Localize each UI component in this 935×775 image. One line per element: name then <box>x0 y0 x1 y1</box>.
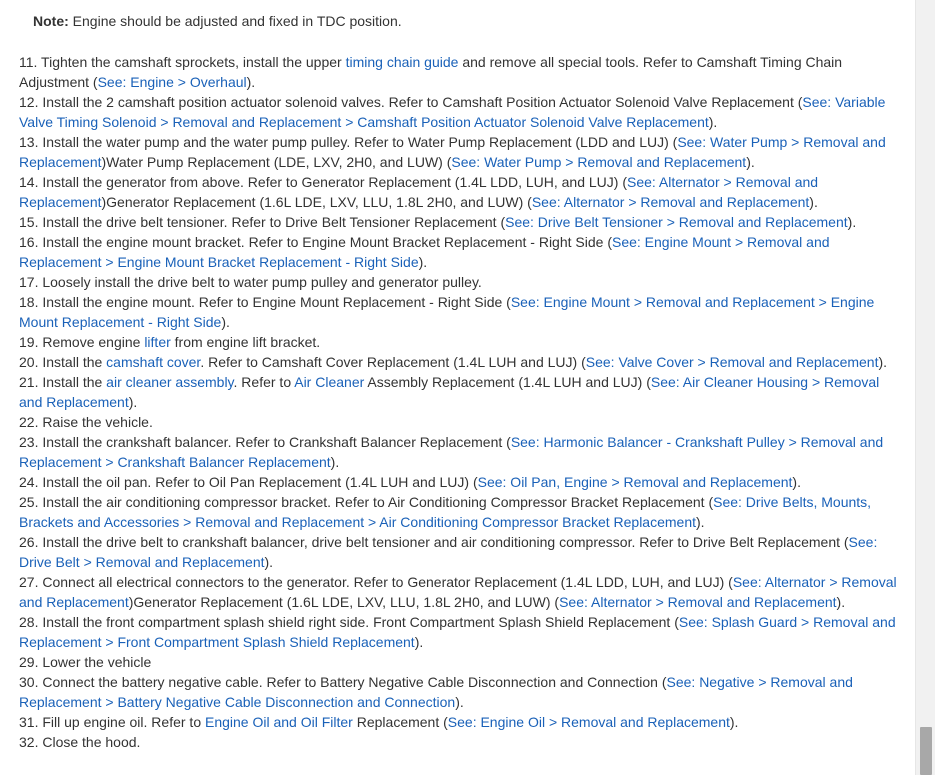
reference-link[interactable]: See: Harmonic Balancer - Crankshaft Pulley > Removal and Replacement > Crankshaft Balancer Replacement <box>19 434 884 470</box>
step-text: ). <box>878 354 888 370</box>
reference-link[interactable]: See: Water Pump > Removal and Replacement <box>451 154 747 170</box>
step-text: ). <box>330 454 340 470</box>
step-text: . Refer to Camshaft Cover Replacement (1.4L LUH and LUJ) ( <box>200 354 586 370</box>
procedure-step <box>19 492 899 532</box>
step-text: 16. Install the engine mount bracket. Refer to Engine Mount Bracket Replacement - Right Side ( <box>19 234 612 250</box>
reference-link[interactable]: air cleaner assembly <box>106 374 234 390</box>
note <box>33 11 402 31</box>
reference-link[interactable]: See: Engine Mount > Removal and Replacement > Engine Mount Replacement - Right Side <box>19 294 875 330</box>
vertical-scrollbar[interactable] <box>915 0 935 775</box>
reference-link[interactable]: Air Cleaner <box>294 374 365 390</box>
note-text: Engine should be adjusted and fixed in TDC position. <box>68 13 402 29</box>
reference-link[interactable]: See: Alternator > Removal and Replacement <box>531 194 810 210</box>
reference-link[interactable]: See: Engine Oil > Removal and Replacement <box>447 714 730 730</box>
procedure-step <box>19 272 899 292</box>
step-text: ). <box>128 394 138 410</box>
procedure-step <box>19 712 899 732</box>
step-text: 32. Close the hood. <box>19 734 141 750</box>
step-text: 15. Install the drive belt tensioner. Refer to Drive Belt Tensioner Replacement ( <box>19 214 506 230</box>
step-text: ). <box>264 554 274 570</box>
procedure-step <box>19 92 899 132</box>
note-label: Note: <box>33 13 69 29</box>
procedure-step <box>19 472 899 492</box>
procedure-step <box>19 732 899 752</box>
procedure-steps <box>19 52 899 752</box>
step-text: ). <box>729 714 739 730</box>
reference-link[interactable]: See: Negative > Removal and Replacement > Battery Negative Cable Disconnection and Connection <box>19 674 853 710</box>
step-text: ). <box>836 594 846 610</box>
procedure-step <box>19 432 899 472</box>
step-text: and remove all special tools. Refer to Camshaft Timing Chain Adjustment ( <box>19 54 843 90</box>
reference-link[interactable]: See: Drive Belts, Mounts, Brackets and Accessories > Removal and Replacement > Air Conditioning Compressor Bracket Replacement <box>19 494 872 530</box>
procedure-step <box>19 352 899 372</box>
procedure-step <box>19 532 899 572</box>
procedure-step <box>19 172 899 212</box>
reference-link[interactable]: See: Water Pump > Removal and Replacement <box>19 134 886 170</box>
reference-link[interactable]: timing chain guide <box>345 54 459 70</box>
step-text: 12. Install the 2 camshaft position actuator solenoid valves. Refer to Camshaft Position Actuator Solenoid Valve Replacement ( <box>19 94 803 110</box>
reference-link[interactable]: See: Drive Belt > Removal and Replacement <box>19 534 878 570</box>
reference-link[interactable]: See: Oil Pan, Engine > Removal and Replacement <box>477 474 793 490</box>
step-text: ). <box>246 74 256 90</box>
procedure-step <box>19 212 899 232</box>
step-text: 14. Install the generator from above. Refer to Generator Replacement (1.4L LDD, LUH, and LUJ) ( <box>19 174 628 190</box>
step-text: 27. Connect all electrical connectors to the generator. Refer to Generator Replacement (1.4L LDD, LUH, and LUJ) ( <box>19 574 733 590</box>
step-text: 29. Lower the vehicle <box>19 654 152 670</box>
step-text: from engine lift bracket. <box>170 334 321 350</box>
step-text: . Refer to <box>233 374 295 390</box>
step-text: 30. Connect the battery negative cable. Refer to Battery Negative Cable Disconnection and Connection ( <box>19 674 667 690</box>
step-text: )Generator Replacement (1.6L LDE, LXV, LLU, 1.8L 2H0, and LUW) ( <box>128 594 560 610</box>
procedure-step <box>19 52 899 92</box>
reference-link[interactable]: camshaft cover <box>106 354 201 370</box>
step-text: 21. Install the <box>19 374 107 390</box>
step-text: ). <box>418 254 428 270</box>
step-text: 11. Tighten the camshaft sprockets, install the upper <box>19 54 346 70</box>
step-text: 23. Install the crankshaft balancer. Refer to Crankshaft Balancer Replacement ( <box>19 434 511 450</box>
reference-link[interactable]: See: Variable Valve Timing Solenoid > Removal and Replacement > Camshaft Position Actuator Solenoid Valve Replacement <box>19 94 886 130</box>
reference-link[interactable]: See: Air Cleaner Housing > Removal and Replacement <box>19 374 880 410</box>
reference-link[interactable]: See: Alternator > Removal and Replacement <box>559 594 837 610</box>
step-text: 26. Install the drive belt to crankshaft balancer, drive belt tensioner and air conditioning compressor. Refer to Drive Belt Replacement ( <box>19 534 849 550</box>
step-text: ). <box>809 194 818 210</box>
reference-link[interactable]: See: Engine > Overhaul <box>97 74 247 90</box>
step-text: 24. Install the oil pan. Refer to Oil Pan Replacement (1.4L LUH and LUJ) ( <box>19 474 478 490</box>
step-text: )Water Pump Replacement (LDE, LXV, 2H0, and LUW) ( <box>101 154 452 170</box>
procedure-step <box>19 412 899 432</box>
reference-link[interactable]: See: Drive Belt Tensioner > Removal and Replacement <box>505 214 848 230</box>
step-text: ). <box>708 114 718 130</box>
step-text: 22. Raise the vehicle. <box>19 414 153 430</box>
procedure-step <box>19 332 899 352</box>
step-text: ). <box>221 314 230 330</box>
step-text: Replacement ( <box>352 714 448 730</box>
procedure-step <box>19 672 899 712</box>
scrollbar-thumb[interactable] <box>920 727 932 775</box>
step-text: )Generator Replacement (1.6L LDE, LXV, LLU, 1.8L 2H0, and LUW) ( <box>101 194 532 210</box>
step-text: ). <box>455 694 464 710</box>
procedure-step <box>19 292 899 332</box>
reference-link[interactable]: See: Alternator > Removal and Replacement <box>19 574 897 610</box>
step-text: 17. Loosely install the drive belt to water pump pulley and generator pulley. <box>19 274 482 290</box>
procedure-step <box>19 652 899 672</box>
reference-link[interactable]: See: Splash Guard > Removal and Replacement > Front Compartment Splash Shield Replacement <box>19 614 896 650</box>
step-text: Assembly Replacement (1.4L LUH and LUJ) ( <box>364 374 651 390</box>
procedure-step <box>19 572 899 612</box>
procedure-step <box>19 232 899 272</box>
reference-link[interactable]: Engine Oil and Oil Filter <box>205 714 353 730</box>
step-text: 31. Fill up engine oil. Refer to <box>19 714 205 730</box>
step-text: ). <box>847 214 857 230</box>
procedure-step <box>19 132 899 172</box>
step-text: 13. Install the water pump and the water pump pulley. Refer to Water Pump Replacement (LDD and LUJ) ( <box>19 134 678 150</box>
step-text: 28. Install the front compartment splash shield right side. Front Compartment Splash Shield Replacement ( <box>19 614 679 630</box>
step-text: 18. Install the engine mount. Refer to Engine Mount Replacement - Right Side ( <box>19 294 511 310</box>
step-text: ). <box>792 474 801 490</box>
step-text: ). <box>746 154 755 170</box>
step-text: 20. Install the <box>19 354 107 370</box>
step-text: 25. Install the air conditioning compressor bracket. Refer to Air Conditioning Compressor Bracket Replacement ( <box>19 494 714 510</box>
step-text: ). <box>696 514 705 530</box>
reference-link[interactable]: See: Engine Mount > Removal and Replacement > Engine Mount Bracket Replacement - Right Side <box>19 234 830 270</box>
procedure-step <box>19 612 899 652</box>
reference-link[interactable]: See: Alternator > Removal and Replacement <box>19 174 819 210</box>
procedure-step <box>19 372 899 412</box>
step-text: 19. Remove engine <box>19 334 145 350</box>
step-text: ). <box>414 634 424 650</box>
reference-link[interactable]: See: Valve Cover > Removal and Replacement <box>585 354 879 370</box>
reference-link[interactable]: lifter <box>144 334 171 350</box>
